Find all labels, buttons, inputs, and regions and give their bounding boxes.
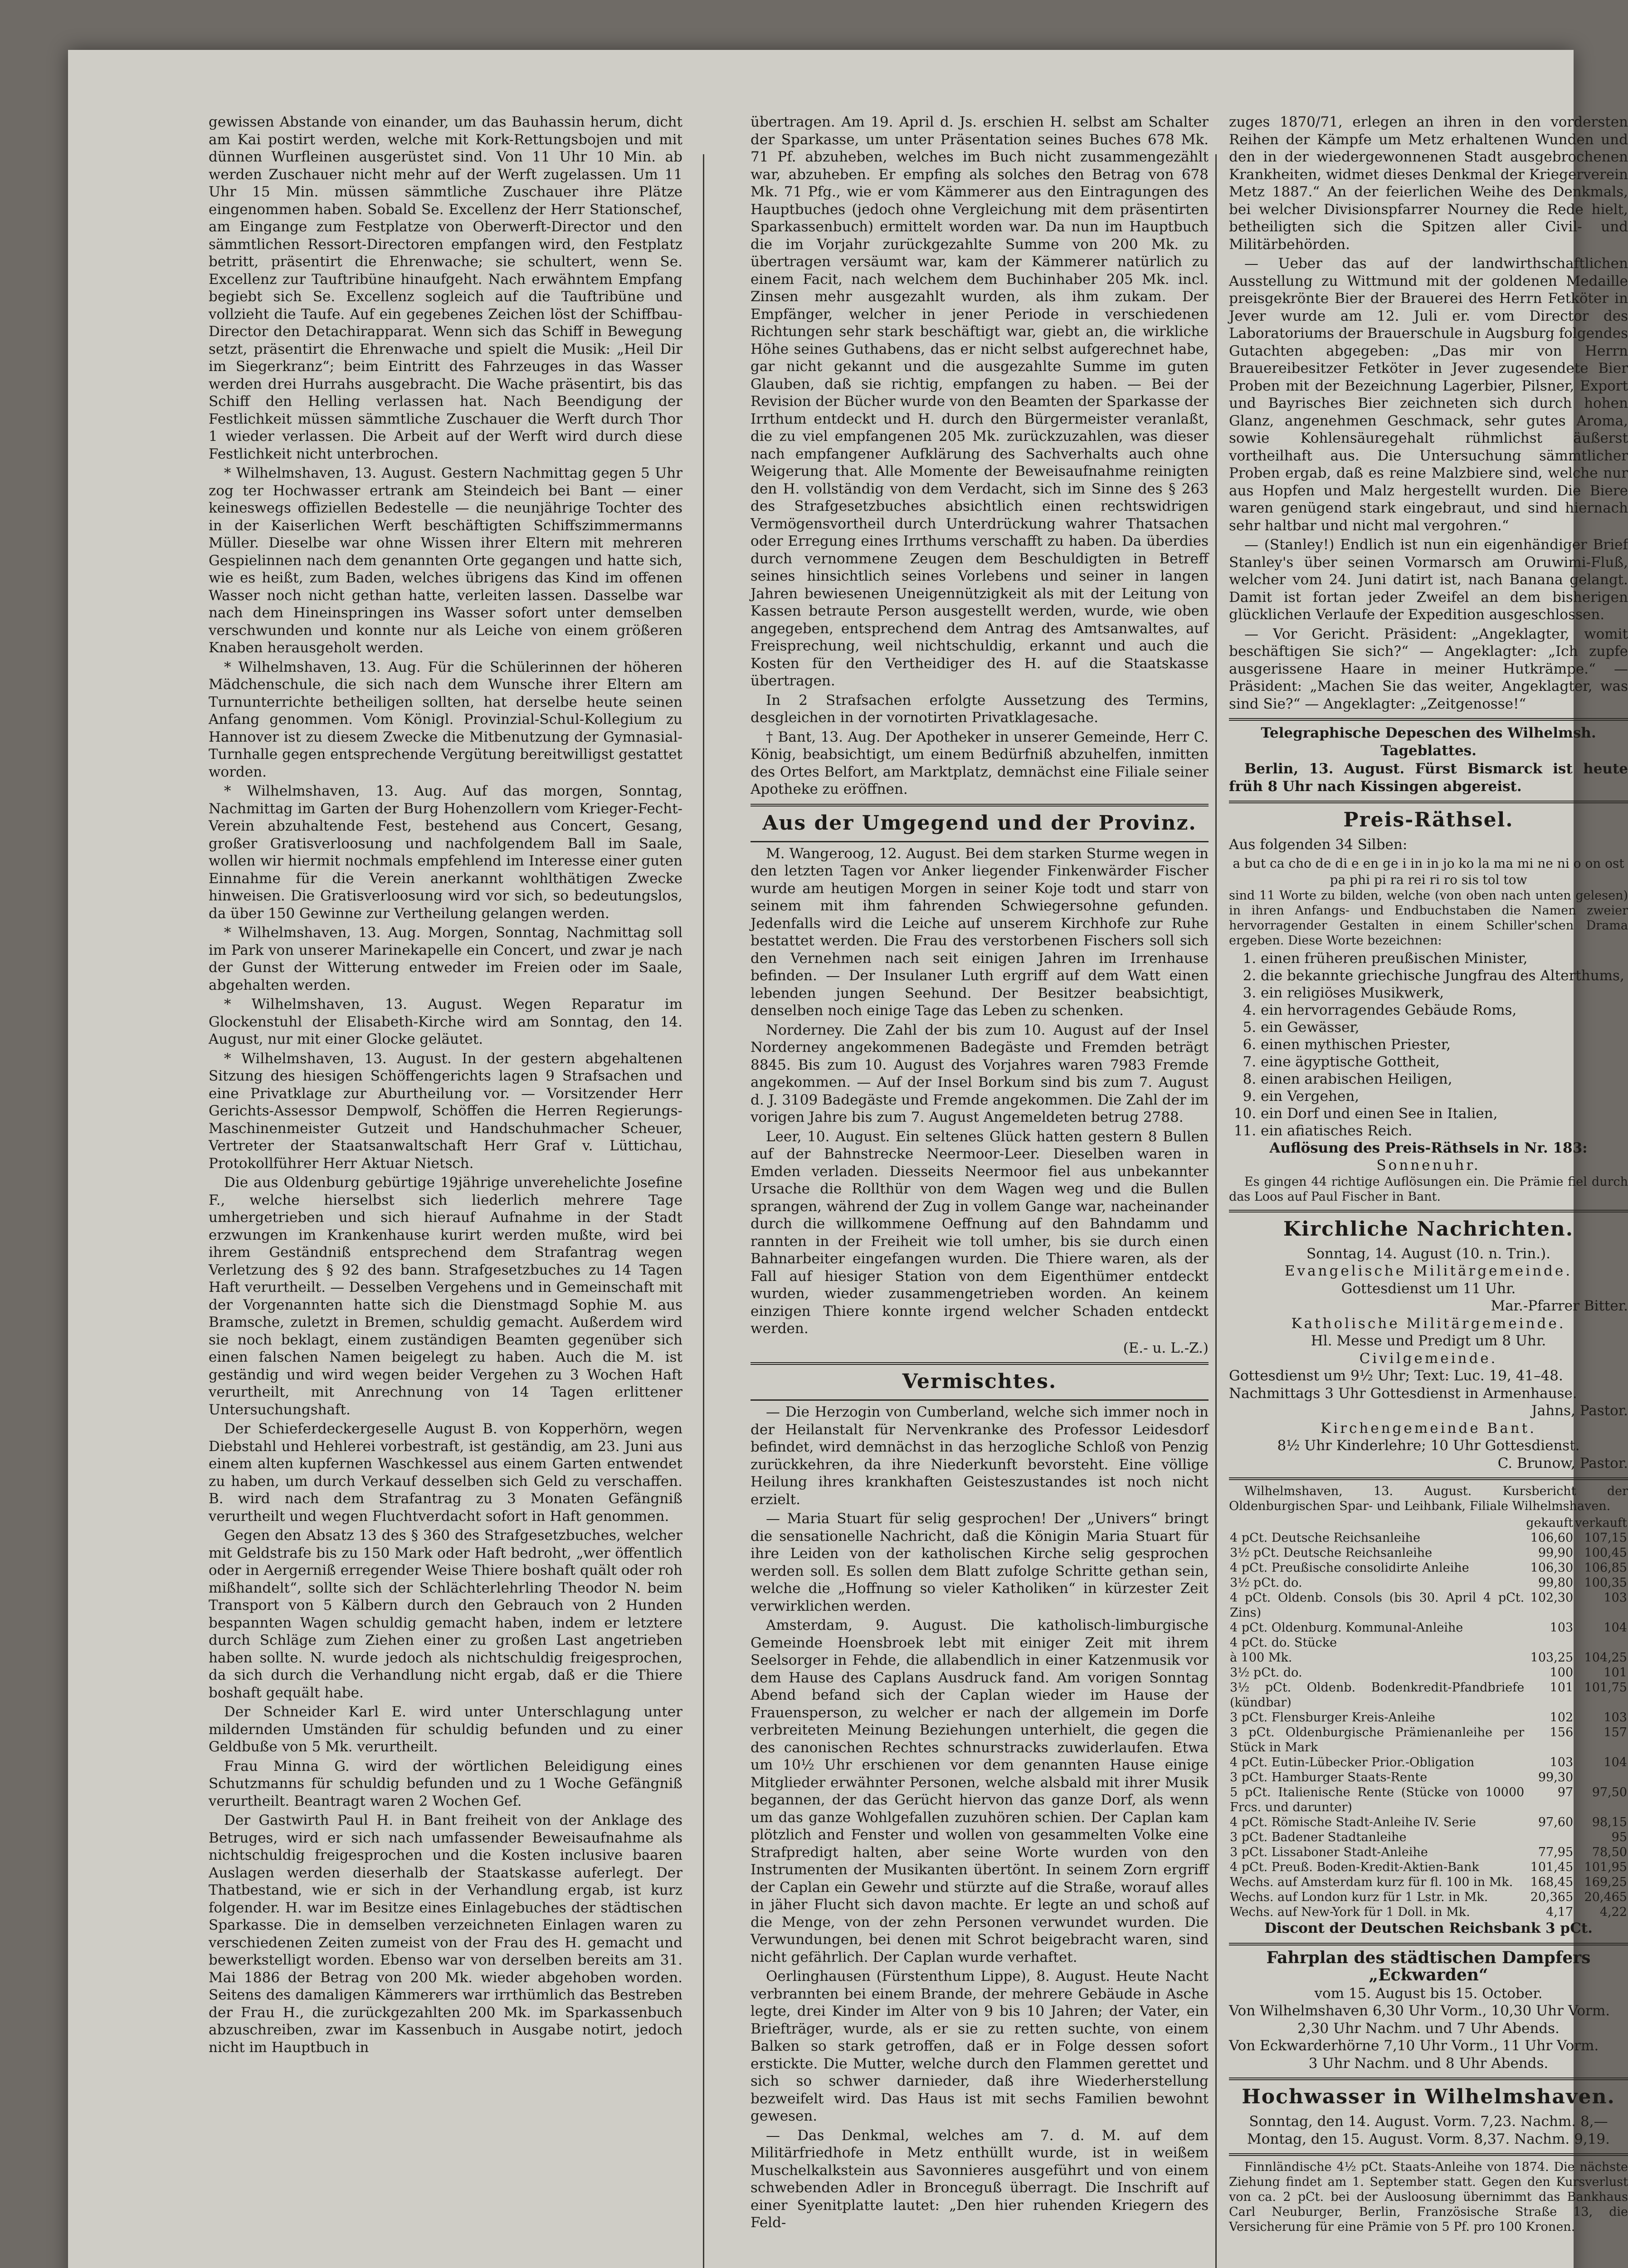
riddle-item: 5. ein Gewässer, xyxy=(1261,1019,1628,1036)
cell-name: 4 pCt. Preußische consolidirte Anleihe xyxy=(1230,1561,1469,1575)
cell-buy: 101 xyxy=(1550,1681,1574,1695)
riddle-text: sind 11 Worte zu bilden, welche (von oben nach unten gelesen) in ihren Anfangs- und Endbuchstaben die Namen zweier hervorragender Gestalten in einem Schiller'schen Drama ergeben. Diese Worte bezeichnen: xyxy=(1229,888,1628,948)
article-paragraph: * Wilhelmshaven, 13. August. In der gestern abgehaltenen Sitzung des hiesigen Schöffengerichts lagen 9 Strafsachen und eine Privatklage zur Aburtheilung vor. — Vorsitzender Herr Gerichts-Assessor Dempwolf, Schöffen die Herren Regierungs-Maschinenmeister Gutzeit und Handschuhmacher Scheuer, Vertreter der Staatsanwaltschaft Herr Graf v. Lüttichau, Protokollführer Herr Aktuar Nietsch. xyxy=(209,1050,682,1172)
table-row xyxy=(1229,1650,1628,1665)
table-row xyxy=(1229,1620,1628,1635)
church-line: Gottesdienst um 11 Uhr. xyxy=(1341,1280,1516,1297)
cell-buy: 99,30 xyxy=(1538,1770,1574,1784)
cell-name: 3½ pCt. do. xyxy=(1230,1576,1302,1590)
table-row xyxy=(1229,1815,1628,1830)
riddle-item: 2. die bekannte griechische Jungfrau des Alterthums, xyxy=(1261,967,1628,984)
kurs-header: Wilhelmshaven, 13. August. Kursbericht der Oldenburgischen Spar- und Leihbank, Filiale Wilhelmshaven. xyxy=(1229,1484,1628,1513)
cell-buy: 20,365 xyxy=(1530,1890,1574,1904)
cell-name: 3½ pCt. Oldenb. Bodenkredit-Pfandbriefe (kündbar) xyxy=(1230,1681,1525,1710)
cell-sell: 169,25 xyxy=(1584,1875,1627,1889)
telegram-text: Berlin, 13. August. Fürst Bismarck ist heute früh 8 Uhr nach Kissingen abgereist. xyxy=(1229,761,1628,795)
article-paragraph: gewissen Abstande von einander, um das Bauhassin herum, dicht am Kai postirt werden, welche mit Kork-Rettungsbojen und mit dünnen Wurfleinen ausgerüstet sind. Von 11 Uhr 10 Min. ab werden Zuschauer nicht mehr auf der Werft zugelassen. Um 11 Uhr 15 Min. müssen sämmtliche Zuschauer ihre Plätze eingenommen haben. Sobald Se. Excellenz der Herr Stationschef, am Eingange zum Festplatze von Oberwerft-Director und den sämmtlichen Ressort-Directoren empfangen wird, den Festplatz betritt, präsentirt die Ehrenwache; sie schultert, wenn Se. Excellenz zur Tauftribüne hinaufgeht. Nach erwähntem Empfang begiebt sich Se. Excellenz sogleich auf die Tauftribüne und vollzieht die Taufe. Auf ein gegebenes Zeichen löst der Schiffbau-Director den Detachirapparat. Wenn sich das Schiff in Bewegung setzt, präsentirt die Ehrenwache und spielt die Musik: „Heil Dir im Siegerkranz“; beim Eintritt des Fahrzeuges in das Wasser werden drei Hurrahs ausgebracht. Die Wache präsentirt, bis das Schiff den Helling verlassen hat. Nach Beendigung der Festlichkeit müssen sämmtliche Zuschauer die Werft durch Thor 1 wieder verlassen. Die Arbeit auf der Werft wird durch diese Festlichkeit nicht unterbrochen. xyxy=(209,114,682,462)
article-paragraph: — Vor Gericht. Präsident: „Angeklagter, womit beschäftigen Sie sich?“ — Angeklagter: „Ich zupfe ausgerissene Haare in meiner Hutkrämpe.“ — Präsident: „Machen Sie das weiter, Angeklagter, was sind Sie?“ — Angeklagter: „Zeitgenosse!“ xyxy=(1229,626,1628,712)
article-paragraph: Der Gastwirth Paul H. in Bant freiheit von der Anklage des Betruges, wird er sich nach umfassender Beweisaufnahme als nichtschuldig freigesprochen und die Kosten inclusive baaren Auslagen werden dieserhalb der Staatskasse auferlegt. Der Thatbestand, wie er sich in der Verhandlung ergab, ist kurz folgender. H. war im Besitze eines Einlagebuches der städtischen Sparkasse. Die in demselben verzeichneten Einlagen waren zu verschiedenen Zeiten zumeist von der Frau des H. gemacht und bewerkstelligt worden. Ebenso war von derselben bereits am 31. Mai 1886 der Betrag von 200 Mk. wieder abgehoben worden. Seitens des damaligen Kämmerers war irrthümlich das Bestreben der Frau H., die zurückgezahlten 200 Mk. im Sparkassenbuch abzuschreiben, zwar im Kassenbuch in Ausgabe notirt, jedoch nicht im Hauptbuch in xyxy=(209,1812,682,2056)
telegram-heading: Telegraphische Depeschen des Wilhelmsh. Tageblattes. xyxy=(1261,725,1596,759)
article-paragraph: — Die Herzogin von Cumberland, welche sich immer noch in der Heilanstalt für Nervenkranke des Professor Leidesdorf befindet, wird demnächst in das herzogliche Schloß von Penzig zurückkehren, da ihre Niederkunft bevorsteht. Eine völlige Heilung ihres krankhaften Geisteszustandes ist noch nicht erzielt. xyxy=(751,1404,1209,1508)
cell-sell: 20,465 xyxy=(1584,1890,1627,1904)
riddle-item: 10. ein Dorf und einen See in Italien, xyxy=(1261,1105,1628,1122)
cell-name: à 100 Mk. xyxy=(1230,1651,1292,1665)
table-row xyxy=(1229,1770,1628,1785)
table-row xyxy=(1229,1710,1628,1725)
cell-buy xyxy=(1525,1830,1574,1845)
section-heading: Aus der Umgegend und der Provinz. xyxy=(762,811,1197,835)
article-paragraph: † Bant, 13. Aug. Der Apotheker in unserer Gemeinde, Herr C. König, beabsichtigt, um einem Bedürfniß abzuhelfen, inmitten des Ortes Belfort, am Marktplatz, demnächst eine Filiale seiner Apotheke zu eröffnen. xyxy=(751,728,1209,797)
cell-name: Wechs. auf London kurz für 1 Lstr. in Mk. xyxy=(1230,1890,1488,1904)
church-line: 8½ Uhr Kinderlehre; 10 Uhr Gottesdienst. xyxy=(1277,1437,1580,1454)
riddle-solution: Sonnenuhr. xyxy=(1376,1157,1481,1173)
church-line: C. Brunow, Pastor. xyxy=(1497,1455,1628,1471)
table-row xyxy=(1229,1635,1628,1650)
column-left xyxy=(209,113,682,2268)
cell-buy: 77,95 xyxy=(1538,1845,1574,1859)
riddle-item: 6. einen mythischen Priester, xyxy=(1261,1036,1628,1053)
cell-sell: 101,75 xyxy=(1584,1681,1627,1695)
riddle-item: 11. ein afiatisches Reich. xyxy=(1261,1122,1628,1139)
cell-name: 3 pCt. Flensburger Kreis-Anleihe xyxy=(1230,1711,1435,1725)
church-line: Katholische Militärgemeinde. xyxy=(1291,1315,1566,1332)
cell-name: 5 pCt. Italienische Rente (Stücke von 10000 Frcs. und darunter) xyxy=(1230,1785,1525,1814)
article-paragraph: — Ueber das auf der landwirthschaftlichen Ausstellung zu Wittmund mit der goldenen Medaille preisgekrönte Bier der Brauerei des Herrn Fetköter in Jever wurde am 12. Juli er. vom Director des Laboratoriums der Brauerschule in Augsburg folgendes Gutachten abgegeben: „Das mir von Herrn Brauereibesitzer Fetköter in Jever zugesendete Bier Proben mit der Bezeichnung Lagerbier, Pilsner, Export und Bayrisches Bier zeichneten sich durch hohen Glanz, angenehmen Geschmack, sehr gutes Aroma, sowie Kohlensäuregehalt rühmlichst äußerst vortheilhaft aus. Die Untersuchung sämmtlicher Proben ergab, daß es reine Malzbiere sind, welche nur aus Hopfen und Malz hergestellt wurden. Die Biere waren genügend stark eingebraut, und sind hiernach sehr haltbar und nicht mal vergohren.“ xyxy=(1229,255,1628,534)
ferry-line: Von Wilhelmshaven 6,30 Uhr Vorm., 10,30 Uhr Vorm. xyxy=(1229,2003,1610,2019)
cell-buy: 103 xyxy=(1550,1621,1574,1635)
section-divider xyxy=(1229,718,1628,721)
ferry-line: 3 Uhr Nachm. und 8 Uhr Abends. xyxy=(1308,2055,1549,2072)
riddle-note: Es gingen 44 richtige Auflösungen ein. Die Prämie fiel durch das Loos auf Paul Fischer in Bant. xyxy=(1229,1174,1628,1204)
section-divider xyxy=(1229,2153,1628,2156)
table-row xyxy=(1229,1785,1628,1815)
cell-name: 3½ pCt. Deutsche Reichsanleihe xyxy=(1230,1546,1433,1560)
cell-sell: 103 xyxy=(1604,1591,1627,1605)
column-header: verkauft xyxy=(1575,1516,1627,1530)
church-line: Civilgemeinde. xyxy=(1359,1350,1498,1367)
table-row xyxy=(1229,1590,1628,1620)
cell-name: Wechs. auf Amsterdam kurz für fl. 100 in Mk. xyxy=(1230,1875,1513,1889)
column-header: gekauft xyxy=(1526,1516,1574,1530)
cell-buy: 97 xyxy=(1557,1785,1574,1799)
riddle-item: 9. ein Vergehen, xyxy=(1261,1088,1628,1105)
column-right xyxy=(1229,113,1628,2268)
article-paragraph: * Wilhelmshaven, 13. August. Gestern Nachmittag gegen 5 Uhr zog ter Hochwasser ertrank am Steindeich bei Bant — einer keineswegs offiziellen Bedestelle — die neunjährige Tochter des in der Kaiserlichen Werft beschäftigten Schiffszimmermanns Müller. Dieselbe war ohne Wissen ihrer Eltern mit mehreren Gespielinnen nach dem genannten Orte gegangen und hatte sich, wie es heißt, zum Baden, welches übrigens das Kind im offenen Wasser noch nicht gethan hatte, verleiten lassen. Dasselbe war nach dem Hineinspringen ins Wasser sofort unter demselben verschwunden und konnte nur als Leiche von einem größeren Knaben herausgeholt werden. xyxy=(209,465,682,656)
ferry-heading: Fahrplan des städtischen Dampfers „Eckwarden“ xyxy=(1266,1948,1591,1984)
cell-sell: 100,35 xyxy=(1584,1576,1627,1590)
ferry-line: Von Eckwarderhörne 7,10 Uhr Vorm., 11 Uhr Vorm. xyxy=(1229,2038,1599,2054)
article-paragraph: * Wilhelmshaven, 13. Aug. Morgen, Sonntag, Nachmittag soll im Park von unserer Marinekapelle ein Concert, und zwar je nach der Gunst der Witterung entweder im Freien oder im Saale, abgehalten werden. xyxy=(209,924,682,993)
riddle-item: 3. ein religiöses Musikwerk, xyxy=(1261,984,1628,1002)
cell-buy: 102,30 xyxy=(1530,1591,1574,1605)
cell-buy: 99,80 xyxy=(1538,1576,1574,1590)
cell-buy: 103,25 xyxy=(1530,1651,1574,1665)
church-line: Evangelische Militärgemeinde. xyxy=(1284,1263,1573,1279)
cell-sell: 95 xyxy=(1611,1830,1627,1844)
cell-name: 4 pCt. Oldenburg. Kommunal-Anleihe xyxy=(1230,1621,1463,1635)
cell-buy: 100 xyxy=(1550,1666,1574,1680)
section-divider xyxy=(751,1399,1209,1401)
article-paragraph: Amsterdam, 9. August. Die katholisch-limburgische Gemeinde Hoensbroek lebt mit einiger Zeit mit ihrem Seelsorger in Fehde, die allabendlich in einer Katzenmusik vor dem Hause des Caplans Ausdruck fand. Am vorigen Sonntag Abend befand sich der Caplan wieder im Hause der Frauensperson, zu welcher er nach der allgemein im Dorfe verbreiteten Meinung Beziehungen unterhielt, die gegen die des canonischen Rechtes schnurstracks zuwiderlaufen. Etwa um 10½ Uhr erschienen vor dem genannten Hause einige Mitglieder erwähnter Personen, welche alsbald mit ihrer Musik begannen, der das Gerücht hiervon das ganze Dorf, als wenn um das ganze Wohlgefallen zuzuhören schien. Der Caplan kam plötzlich and Fenster und wollen von gesammelten Volke eine Strafpredigt halten, aber seine Worte wurden von den Instrumenten der Musikanten übertönt. In seinem Zorn ergriff der Caplan ein Gewehr und stürzte auf die Straße, worauf alles in jäher Flucht sich davon machte. Er legte an und schoß auf die Menge, von der zehn Personen verwundet wurden. Die Verwundungen, bei denen mit Schrot beigebracht waren, sind nicht gefährlich. Der Caplan wurde verhaftet. xyxy=(751,1617,1209,1965)
church-line: Jahns, Pastor. xyxy=(1531,1403,1628,1419)
cell-name: Wechs. auf New-York für 1 Doll. in Mk. xyxy=(1230,1905,1470,1919)
ferry-line: 2,30 Uhr Nachm. und 7 Uhr Abends. xyxy=(1297,2020,1560,2037)
table-row xyxy=(1229,1725,1628,1755)
ferry-period: vom 15. August bis 15. October. xyxy=(1314,1985,1543,2002)
table-row xyxy=(1229,1860,1628,1875)
section-divider xyxy=(1229,1477,1628,1480)
newspaper-page xyxy=(68,50,1628,2268)
article-paragraph: Gegen den Absatz 13 des § 360 des Strafgesetzbuches, welcher mit Geldstrafe bis zu 150 Mark oder Haft bedroht, „wer öffentlich oder in Aergerniß erregender Weise Thiere boshaft quält oder roh mißhandelt“, sollte sich der Schlächterlehrling Theodor N. beim Transport von 5 Kälbern durch den Gebrauch von 2 Hunden bespannten Wagen schuldig gemacht haben, indem er letztere durch Schläge zum Ziehen einer zu großen Last angetrieben haben sollte. N. wurde jedoch als nichtschuldig freigesprochen, da sich durch die Verhandlung nicht ergab, daß er die Thiere boshaft gequält habe. xyxy=(209,1527,682,1701)
section-divider xyxy=(751,841,1209,842)
church-line: Hl. Messe und Predigt um 8 Uhr. xyxy=(1311,1333,1546,1349)
tide-heading: Hochwasser in Wilhelmshaven. xyxy=(1242,2085,1615,2108)
article-paragraph: Frau Minna G. wird der wörtlichen Beleidigung eines Schutzmanns für schuldig befunden und zu 1 Woche Gefängniß verurtheilt. Beantragt waren 2 Wochen Gef. xyxy=(209,1758,682,1809)
section-divider xyxy=(1229,2077,1628,2080)
cell-name: 3 pCt. Badener Stadtanleihe xyxy=(1230,1830,1407,1844)
cell-sell: 98,15 xyxy=(1592,1815,1627,1829)
column-middle xyxy=(751,113,1209,2268)
cell-sell: 103 xyxy=(1604,1711,1627,1725)
cell-buy: 4,17 xyxy=(1546,1905,1574,1919)
cell-name: 3½ pCt. do. xyxy=(1230,1666,1302,1680)
cell-buy: 106,30 xyxy=(1530,1561,1574,1575)
exchange-rate-table xyxy=(1229,1515,1628,1920)
cell-sell: 106,85 xyxy=(1584,1561,1627,1575)
table-row xyxy=(1229,1890,1628,1905)
article-paragraph: Die aus Oldenburg gebürtige 19jährige unverehelichte Josefine F., welche hierselbst sich liederlich mehrere Tage umhergetrieben und sich hierauf Aufnahme in der Stadt erzwungen im Krankenhause kurirt werden mußte, wird bei ihrem Geständniß entsprechend dem Strafantrag wegen Verletzung des § 92 des bann. Strafgesetzbuches zu 14 Tagen Haft verurtheilt. — Desselben Vergehens und in Gemeinschaft mit der Vorgenannten hatte sich die Dienstmagd Sophie M. aus Bramsche, zuletzt in Bremen, schuldig gemacht. Außerdem wird sie noch beklagt, einem zuständigen Beamten gegenüber sich einen falschen Namen beigelegt zu haben. Auch die M. ist geständig und wird wegen beider Vergehen zu 3 Wochen Haft verurtheilt, mit Anrechnung von 14 Tagen erlittener Untersuchungshaft. xyxy=(209,1174,682,1418)
riddle-heading: Preis-Räthsel. xyxy=(1343,808,1514,831)
riddle-list xyxy=(1229,950,1628,1139)
finnish-bond-notice: Finnländische 4½ pCt. Staats-Anleihe von 1874. Die nächste Ziehung findet am 1. September statt. Gegen den Kursverlust von ca. 2 pCt. bei der Ausloosung übernimmt das Bankhaus Carl Neuburger, Berlin, Französische Straße 13, die Versicherung für eine Prämie von 5 Pf. pro 100 Kronen. xyxy=(1229,2160,1628,2234)
cell-buy: 103 xyxy=(1550,1755,1574,1769)
cell-name: 3 pCt. Hamburger Staats-Rente xyxy=(1230,1770,1428,1784)
cell-name: 4 pCt. Deutsche Reichsanleihe xyxy=(1230,1531,1420,1545)
riddle-item: 7. eine ägyptische Gottheit, xyxy=(1261,1053,1628,1070)
church-line: Gottesdienst um 9½ Uhr; Text: Luc. 19, 41–48. xyxy=(1229,1368,1563,1384)
article-paragraph: Oerlinghausen (Fürstenthum Lippe), 8. August. Heute Nacht verbrannten bei einem Brande, der mehrere Gebäude in Asche legte, drei Kinder im Alter von 9 bis 10 Jahren; der Vater, ein Briefträger, wurde, als er sie zu retten suchte, von einem Balken so stark getroffen, daß er in Folge dessen sofort erstickte. Die Mutter, welche durch den Flammen gerettet und sich so schwer darnieder, daß ihre Wiederherstellung bezweifelt wird. Das Haus ist mit sechs Familien bewohnt gewesen. xyxy=(751,1968,1209,2124)
riddle-syllables: a but ca cho de di e en ge i in in jo ko la ma mi ne ni o on ost pa phi pi ra rei ri ro sis tol tow xyxy=(1233,855,1624,887)
cell-sell: 157 xyxy=(1604,1725,1627,1740)
article-paragraph: — (Stanley!) Endlich ist nun ein eigenhändiger Brief Stanley's über seinen Vormarsch am Oruwimi-Fluß, welcher vom 24. Juni datirt ist, nach Banana gelangt. Damit ist fortan jeder Zweifel an dem bisherigen glücklichen Verlaufe der Expedition ausgeschlossen. xyxy=(1229,537,1628,623)
cell-buy: 102 xyxy=(1550,1711,1574,1725)
article-paragraph: Der Schneider Karl E. wird unter Unterschlagung unter mildernden Umständen für schuldig befunden und zu einer Geldbuße von 5 Mk. verurtheilt. xyxy=(209,1704,682,1755)
article-paragraph: Leer, 10. August. Ein seltenes Glück hatten gestern 8 Bullen auf der Bahnstrecke Neermoor-Leer. Dieselben waren in Emden verladen. Diesseits Neermoor fiel aus unbekannter Ursache die Rollthür von dem Wagen weg und die Bullen sprangen, während der Zug in vollem Gange war, nacheinander durch die willkommene Oeffnung auf den Bahndamm und rannten in der Freiheit wie toll umher, bis sie durch einen Bahnarbeiter eingefangen wurden. Die Thiere waren, als der Fall auf hiesiger Station von dem Eigenthümer entdeckt wurden, wieder zusammengetrieben worden. An keinem einzigen Thiere konnte irgend welcher Schaden entdeckt werden. xyxy=(751,1128,1209,1337)
riddle-item: 8. einen arabischen Heiligen, xyxy=(1261,1070,1628,1088)
cell-buy: 99,90 xyxy=(1538,1546,1574,1560)
cell-name: 4 pCt. Eutin-Lübecker Prior.-Obligation xyxy=(1230,1755,1475,1769)
cell-sell: 78,50 xyxy=(1592,1845,1627,1859)
cell-buy: 156 xyxy=(1550,1725,1574,1740)
section-divider xyxy=(751,804,1209,807)
section-divider xyxy=(1229,801,1628,803)
cell-sell: 97,50 xyxy=(1592,1785,1627,1799)
cell-name: 3 pCt. Lissaboner Stadt-Anleihe xyxy=(1230,1845,1428,1859)
table-row xyxy=(1229,1830,1628,1845)
source-note: (E.- u. L.-Z.) xyxy=(1123,1339,1209,1356)
church-line: Kirchengemeinde Bant. xyxy=(1321,1420,1536,1437)
cell-name: 4 pCt. Preuß. Boden-Kredit-Aktien-Bank xyxy=(1230,1860,1479,1874)
table-row xyxy=(1229,1665,1628,1680)
cell-name: 4 pCt. Oldenb. Consols (bis 30. April 4 pCt. Zins) xyxy=(1230,1591,1525,1620)
article-paragraph: — Das Denkmal, welches am 7. d. M. auf dem Militärfriedhofe in Metz enthüllt wurde, ist in weißem Muschelkalkstein aus Savonnieres ausgeführt und von einem schwebenden Adler in Bronceguß überragt. Die Inschrift auf einer Syenitplatte lautet: „Den hier ruhenden Kriegern des Feld- xyxy=(751,2127,1209,2231)
cell-sell: 104 xyxy=(1604,1621,1627,1635)
section-heading: Vermischtes. xyxy=(902,1370,1057,1393)
section-divider xyxy=(751,1362,1209,1365)
cell-buy: 106,60 xyxy=(1530,1531,1574,1545)
section-divider xyxy=(1229,1210,1628,1212)
table-row xyxy=(1229,1875,1628,1890)
article-paragraph: — Maria Stuart für selig gesprochen! Der „Univers“ bringt die sensationelle Nachricht, daß die Königin Maria Stuart für ihre Leiden von der katholischen Kirche selig gesprochen werden soll. Es sollen dem Blatt zufolge Schritte gethan sein, welche die „Hoffnung so vieler Katholiken“ in kürzester Zeit verwirklichen werden. xyxy=(751,1510,1209,1614)
article-paragraph: M. Wangeroog, 12. August. Bei dem starken Sturme wegen in den letzten Tagen vor Anker liegender Finkenwärder Fischer wurde am heutigen Morgen in seiner Koje todt und starr von seinem mit ihm fahrenden Schwiegersohne gefunden. Jedenfalls wird die Leiche auf unserem Kirchhofe zur Ruhe bestattet werden. Die Frau des verstorbenen Fischers soll sich den Vernehmen nach seit einigen Jahren im Irrenhause befinden. — Der Insulaner Luth ergriff auf dem Watt einen lebenden jungen Seehund. Der Besitzer beabsichtigt, denselben noch einige Tage das Leben zu schenken. xyxy=(751,845,1209,1019)
tide-line: Montag, den 15. August. Vorm. 8,37. Nachm. 9,19. xyxy=(1247,2131,1610,2147)
table-row xyxy=(1229,1755,1628,1770)
cell-sell xyxy=(1574,1770,1628,1785)
article-paragraph: * Wilhelmshaven, 13. Aug. Für die Schülerinnen der höheren Mädchenschule, die sich nach dem Wunsche ihrer Eltern am Turnunterrichte betheiligen sollten, hat derselbe heute seinen Anfang genommen. Vom Königl. Provinzial-Schul-Kollegium zu Hannover ist zu diesem Zwecke die Mitbenutzung der Gymnasial-Turnhalle gegen entsprechende Vergütung bereitwilligst gestattet worden. xyxy=(209,659,682,780)
riddle-solution-heading: Auflösung des Preis-Räthsels in Nr. 183: xyxy=(1269,1139,1588,1156)
cell-buy: 101,45 xyxy=(1530,1860,1574,1874)
table-row xyxy=(1229,1530,1628,1545)
riddle-item: 4. ein hervorragendes Gebäude Roms, xyxy=(1261,1002,1628,1019)
table-header-row xyxy=(1229,1515,1628,1530)
cell-sell xyxy=(1574,1635,1628,1650)
cell-name: 4 pCt. Römische Stadt-Anleihe IV. Serie xyxy=(1230,1815,1476,1829)
cell-buy xyxy=(1525,1635,1574,1650)
article-paragraph: übertragen. Am 19. April d. Js. erschien H. selbst am Schalter der Sparkasse, um unter Präsentation seines Buches 678 Mk. 71 Pf. abzuheben, welches im Buch nicht zusammengezählt war, abzuheben. Er empfing als solches den Betrag von 678 Mk. 71 Pfg., wie er vom Kämmerer aus den Eintragungen des Hauptbuches (jedoch ohne Vergleichung mit dem präsentirten Sparkassenbuch) ermittelt worden war. Da nun im Hauptbuch die im Vorjahr zurückgezahlte Summe von 200 Mk. zu übertragen versäumt war, kam der Kämmerer natürlich zu einem Facit, nach welchem dem Buchinhaber 205 Mk. incl. Zinsen mehr ausgezahlt wurden, als ihm zukam. Der Empfänger, welcher in jener Periode in verschiedenen Richtungen sehr stark beschäftigt war, giebt an, die wirkliche Höhe seines Guthabens, das er nicht selbst aufgerechnet habe, gar nicht gekannt und die ausgezahlte Summe im guten Glauben, daß sie richtig, empfangen zu haben. — Bei der Revision der Bücher wurde von den Beamten der Sparkasse der Irrthum entdeckt und H. durch den Bürgermeister veranlaßt, die zu viel empfangenen 205 Mk. zurückzuzahlen, was dieser nach empfangener Aufklärung des Sachverhalts auch ohne Weigerung that. Alle Momente der Beweisaufnahme reinigten den H. vollständig von dem Verdacht, sich im Sinne des § 263 des Strafgesetzbuches absichtlich einen rechtswidrigen Vermögensvortheil durch Unterdrückung wahrer Thatsachen oder Erregung eines Irrthums verschafft zu haben. Da überdies durch vernommene Zeugen dem Beschuldigten in Betreff seines hinsichtlich seines Vorlebens und seiner in langen Jahren bewiesenen Uneigennützigkeit als mit der Leitung von Kassen betraute Person ausgestellt werden, wurde, wie oben angegeben, entsprechend dem Antrag des Amtsanwaltes, auf Freisprechung, weil nichtschuldig, erkannt und auch die Kosten für den Vertheidiger des H. auf die Staatskasse übertragen. xyxy=(751,114,1209,689)
article-paragraph: Der Schieferdeckergeselle August B. von Kopperhörn, wegen Diebstahl und Hehlerei vorbestraft, ist geständig, am 23. Juni aus einem alten kupfernen Waschkessel aus einem Garten entwendet zu haben, um durch Verkauf desselben sich Geld zu verschaffen. B. wird nach dem Strafantrag zu 3 Monaten Gefängniß verurtheilt und wegen Fluchtverdacht sofort in Haft genommen. xyxy=(209,1421,682,1525)
article-paragraph: * Wilhelmshaven, 13. Aug. Auf das morgen, Sonntag, Nachmittag im Garten der Burg Hohenzollern vom Krieger-Fecht-Verein abzuhaltende Fest, bestehend aus Concert, Gesang, großer Gratisverloosung und nachfolgendem Ball im Saale, wollen wir hiermit nochmals empfehlend im Interesse einer guten Einnahme für die Verein anerkannt wohlthätigen Zwecke hinweisen. Die Gratisverloosung wird vor sich, so bedeutungslos, da über 150 Gewinne zur Vertheilung gelangen werden. xyxy=(209,783,682,922)
table-row xyxy=(1229,1680,1628,1710)
cell-sell: 104,25 xyxy=(1584,1651,1627,1665)
article-paragraph: * Wilhelmshaven, 13. August. Wegen Reparatur im Glockenstuhl der Elisabeth-Kirche wird am Sonntag, den 14. August, nur mit einer Glocke geläutet. xyxy=(209,996,682,1047)
cell-name: 4 pCt. do. Stücke xyxy=(1230,1636,1337,1650)
kurs-footer: Discont der Deutschen Reichsbank 3 pCt. xyxy=(1264,1920,1593,1936)
riddle-intro: Aus folgenden 34 Silben: xyxy=(1229,836,1408,853)
table-row xyxy=(1229,1545,1628,1560)
cell-sell: 101,95 xyxy=(1584,1860,1627,1874)
article-paragraph: In 2 Strafsachen erfolgte Aussetzung des Termins, desgleichen in der vornotirten Privatklagesache. xyxy=(751,692,1209,726)
church-line: Nachmittags 3 Uhr Gottesdienst in Armenhause. xyxy=(1229,1385,1577,1402)
section-divider xyxy=(1229,1943,1628,1945)
column-rule xyxy=(1215,154,1217,2268)
church-date: Sonntag, 14. August (10. n. Trin.). xyxy=(1306,1245,1550,1262)
cell-sell: 107,15 xyxy=(1584,1531,1627,1545)
article-paragraph: Norderney. Die Zahl der bis zum 10. August auf der Insel Norderney angekommenen Badegäste und Fremden beträgt 8845. Bis zum 10. August des Vorjahres waren 7983 Fremde angekommen. — Auf der Insel Borkum sind bis zum 7. August d. J. 3109 Badegäste und Fremde angekommen. Die Zahl der im vorigen Jahre bis zum 7. August Angemeldeten betrug 2788. xyxy=(751,1022,1209,1125)
column-rule xyxy=(703,154,704,2268)
church-heading: Kirchliche Nachrichten. xyxy=(1283,1217,1574,1241)
cell-name: 3 pCt. Oldenburgische Prämienanleihe per Stück in Mark xyxy=(1230,1725,1525,1755)
cell-sell: 100,45 xyxy=(1584,1546,1627,1560)
cell-sell: 4,22 xyxy=(1599,1905,1627,1919)
church-line: Mar.-Pfarrer Bitter. xyxy=(1491,1298,1628,1314)
cell-sell: 104 xyxy=(1604,1755,1627,1769)
cell-buy: 168,45 xyxy=(1530,1875,1574,1889)
table-row xyxy=(1229,1905,1628,1920)
cell-sell: 101 xyxy=(1604,1666,1627,1680)
tide-line: Sonntag, den 14. August. Vorm. 7,23. Nachm. 8,— xyxy=(1249,2113,1608,2130)
table-row xyxy=(1229,1575,1628,1590)
table-row xyxy=(1229,1560,1628,1575)
riddle-item: 1. einen früheren preußischen Minister, xyxy=(1261,950,1628,967)
table-row xyxy=(1229,1845,1628,1860)
article-paragraph: zuges 1870/71, erlegen an ihren in den vordersten Reihen der Kämpfe um Metz erhaltenen Wunden und den in der wiedergewonnenen Stadt ausgebrochenen Krankheiten, widmet dieses Denkmal der Kriegerverein Metz 1887.“ An der feierlichen Weihe des Denkmals, bei welcher Divisionspfarrer Nourney die Rede hielt, betheiligten sich die Spitzen aller Civil- und Militärbehörden. xyxy=(1229,114,1628,253)
cell-buy: 97,60 xyxy=(1538,1815,1574,1829)
